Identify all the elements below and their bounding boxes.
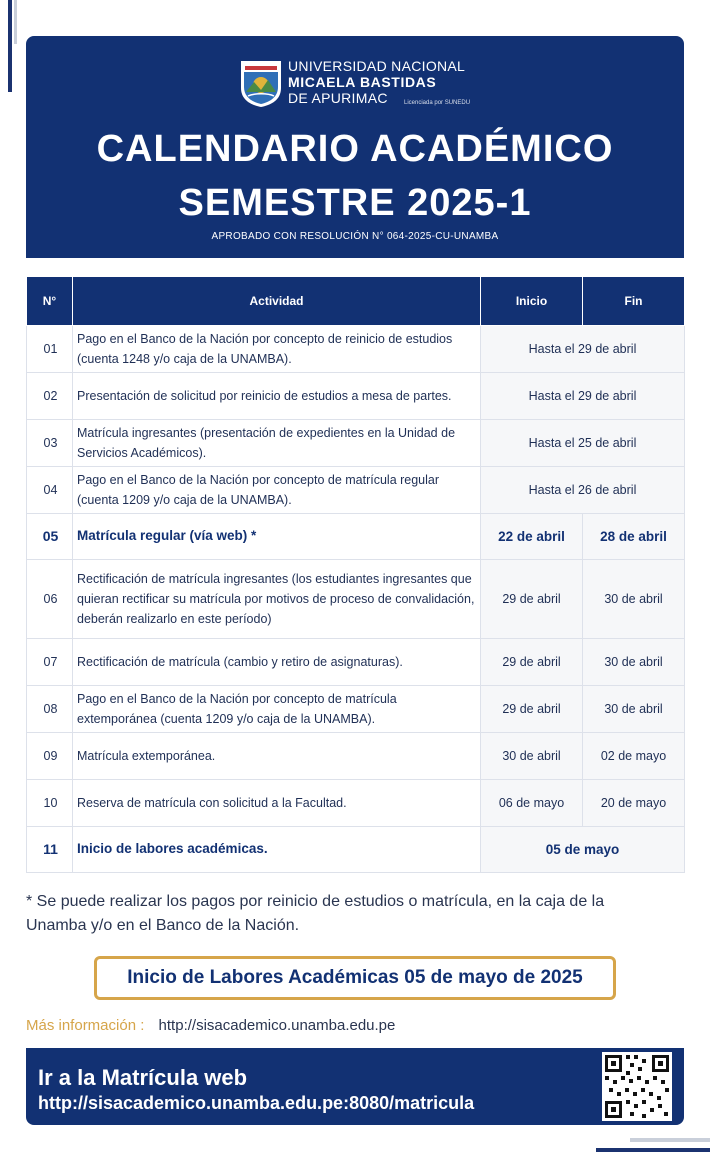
university-name-line3: DE APURIMAC [288,90,388,106]
bottom-accent-bar [596,1148,710,1152]
row-start-date: 29 de abril [481,559,583,638]
row-end-date: 30 de abril [583,638,685,685]
row-end-date: 30 de abril [583,685,685,732]
enrollment-footer-banner [26,1048,684,1125]
header-num: N° [27,277,73,325]
bottom-accent-bar-light [630,1138,710,1142]
header-activity: Actividad [73,277,481,325]
table-row [27,732,685,779]
row-activity: Rectificación de matrícula (cambio y retiro de asignaturas). [73,638,481,685]
row-activity: Reserva de matrícula con solicitud a la Facultad. [73,779,481,826]
row-end-date: 30 de abril [583,559,685,638]
row-activity: Matrícula extemporánea. [73,732,481,779]
row-start-date: 22 de abril [481,513,583,559]
row-activity: Matrícula regular (vía web) * [73,513,481,559]
calendar-header [26,36,684,258]
table-row [27,559,685,638]
row-activity: Inicio de labores académicas. [73,826,481,872]
row-start-date: 06 de mayo [481,779,583,826]
approval-resolution: APROBADO CON RESOLUCIÓN N° 064-2025-CU-UNAMBA [211,231,499,242]
page-title-line1: CALENDARIO ACADÉMICO [96,128,614,170]
row-end-date: 28 de abril [583,513,685,559]
row-number: 05 [27,513,73,559]
row-start-date: 29 de abril [481,638,583,685]
row-activity: Rectificación de matrícula ingresantes (los estudiantes ingresantes que quieran rectificar su matrícula por motivos de proceso de convalidación, deberán realizarlo en este período) [73,559,481,638]
enrollment-link[interactable]: http://sisacademico.unamba.edu.pe:8080/matricula [38,1093,475,1113]
row-number: 07 [27,638,73,685]
table-row [27,638,685,685]
left-accent-bar [8,0,12,92]
row-activity: Pago en el Banco de la Nación por concepto de matrícula regular (cuenta 1209 y/o caja de la UNAMBA). [73,466,481,513]
header-start: Inicio [481,277,583,325]
row-activity: Pago en el Banco de la Nación por concepto de reinicio de estudios (cuenta 1248 y/o caja de la UNAMBA). [73,325,481,372]
row-number: 09 [27,732,73,779]
row-date-range: Hasta el 29 de abril [481,372,685,419]
header-end: Fin [583,277,685,325]
table-row [27,685,685,732]
row-number: 01 [27,325,73,372]
row-end-date: 02 de mayo [583,732,685,779]
sunedu-license-text: Licenciada por SUNEDU [404,100,471,106]
table-row [27,513,685,559]
enrollment-link-title: Ir a la Matrícula web [38,1065,248,1090]
table-row [27,325,685,372]
row-activity: Pago en el Banco de la Nación por concepto de matrícula extemporánea (cuenta 1209 y/o caja de la UNAMBA). [73,685,481,732]
row-start-date: 30 de abril [481,732,583,779]
row-date-range: 05 de mayo [481,826,685,872]
university-name [288,58,465,106]
university-name-line2: MICAELA BASTIDAS [288,74,437,90]
table-row [27,826,685,872]
row-number: 10 [27,779,73,826]
row-number: 11 [27,826,73,872]
more-info-label: Más información : [26,1017,145,1034]
start-of-classes-banner: Inicio de Labores Académicas 05 de mayo de 2025 [94,956,616,1000]
more-info-link[interactable]: http://sisacademico.unamba.edu.pe [158,1017,396,1034]
academic-calendar-table [26,277,685,873]
page-title-line2: SEMESTRE 2025-1 [178,182,532,224]
university-name-line1: UNIVERSIDAD NACIONAL [288,58,466,74]
left-accent-bar-light [14,0,17,44]
payment-note: * Se puede realizar los pagos por reinicio de estudios o matrícula, en la caja de la Unamba y/o en el Banco de la Nación. [26,893,605,934]
table-row [27,372,685,419]
row-end-date: 20 de mayo [583,779,685,826]
table-header-row [27,277,685,325]
table-row [27,779,685,826]
university-logo [238,56,510,112]
qr-code-icon[interactable] [602,1052,672,1121]
row-date-range: Hasta el 29 de abril [481,325,685,372]
university-seal-icon [238,58,284,108]
row-activity: Matrícula ingresantes (presentación de expedientes en la Unidad de Servicios Académicos). [73,419,481,466]
table-row [27,419,685,466]
row-start-date: 29 de abril [481,685,583,732]
row-activity: Presentación de solicitud por reinicio de estudios a mesa de partes. [73,372,481,419]
row-number: 08 [27,685,73,732]
row-number: 04 [27,466,73,513]
row-date-range: Hasta el 26 de abril [481,466,685,513]
row-date-range: Hasta el 25 de abril [481,419,685,466]
row-number: 03 [27,419,73,466]
row-number: 02 [27,372,73,419]
row-number: 06 [27,559,73,638]
table-row [27,466,685,513]
more-info [26,1017,395,1034]
